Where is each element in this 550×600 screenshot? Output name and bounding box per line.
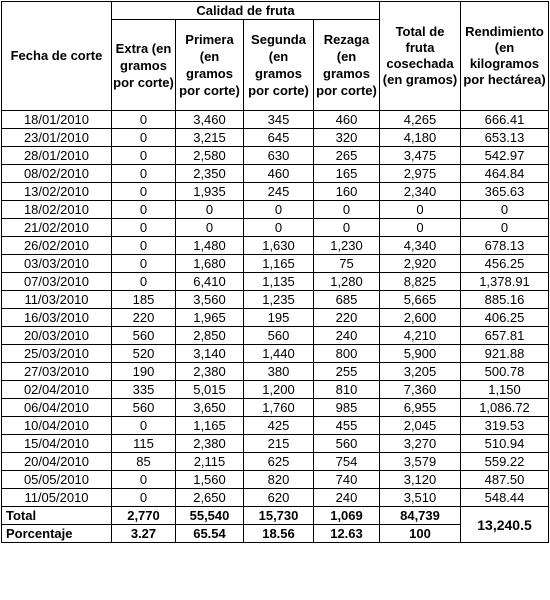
cell-extra: 0: [112, 255, 176, 273]
cell-date: 05/05/2010: [2, 471, 112, 489]
cell-extra: 0: [112, 165, 176, 183]
cell-primera: 6,410: [176, 273, 244, 291]
porcentaje-rezaga: 12.63: [314, 525, 380, 543]
cell-rendimiento: 0: [461, 219, 549, 237]
cell-rezaga: 740: [314, 471, 380, 489]
cell-segunda: 0: [244, 201, 314, 219]
cell-rezaga: 754: [314, 453, 380, 471]
cell-total: 4,340: [380, 237, 461, 255]
cell-segunda: 630: [244, 147, 314, 165]
cell-extra: 0: [112, 273, 176, 291]
table-row: [2, 453, 549, 471]
cell-total: 8,825: [380, 273, 461, 291]
cell-total: 3,579: [380, 453, 461, 471]
cell-primera: 3,560: [176, 291, 244, 309]
cell-extra: 335: [112, 381, 176, 399]
cell-date: 07/03/2010: [2, 273, 112, 291]
cell-date: 03/03/2010: [2, 255, 112, 273]
cell-rendimiento: 678.13: [461, 237, 549, 255]
cell-segunda: 645: [244, 129, 314, 147]
cell-date: 18/02/2010: [2, 201, 112, 219]
cell-segunda: 1,135: [244, 273, 314, 291]
cell-extra: 560: [112, 327, 176, 345]
table-row: [2, 435, 549, 453]
cell-extra: 185: [112, 291, 176, 309]
cell-rezaga: 255: [314, 363, 380, 381]
total-label: Total: [2, 507, 112, 525]
cell-rezaga: 985: [314, 399, 380, 417]
cell-primera: 2,380: [176, 435, 244, 453]
cell-primera: 2,650: [176, 489, 244, 507]
table-row: [2, 237, 549, 255]
cell-date: 11/05/2010: [2, 489, 112, 507]
cell-rezaga: 160: [314, 183, 380, 201]
cell-date: 18/01/2010: [2, 111, 112, 129]
cell-rezaga: 265: [314, 147, 380, 165]
cell-primera: 1,680: [176, 255, 244, 273]
cell-date: 20/03/2010: [2, 327, 112, 345]
cell-primera: 0: [176, 219, 244, 237]
table-row: [2, 129, 549, 147]
cell-date: 08/02/2010: [2, 165, 112, 183]
cell-segunda: 1,165: [244, 255, 314, 273]
cell-rendimiento: 406.25: [461, 309, 549, 327]
cell-date: 28/01/2010: [2, 147, 112, 165]
cell-rezaga: 320: [314, 129, 380, 147]
cell-segunda: 1,440: [244, 345, 314, 363]
header-segunda: Segunda (en gramos por corte): [244, 20, 314, 111]
cell-date: 20/04/2010: [2, 453, 112, 471]
table-row: [2, 273, 549, 291]
cell-rezaga: 240: [314, 489, 380, 507]
cell-total: 4,265: [380, 111, 461, 129]
header-fecha: Fecha de corte: [2, 2, 112, 111]
cell-extra: 115: [112, 435, 176, 453]
total-extra: 2,770: [112, 507, 176, 525]
cell-total: 0: [380, 201, 461, 219]
cell-segunda: 460: [244, 165, 314, 183]
cell-rendimiento: 464.84: [461, 165, 549, 183]
cell-extra: 0: [112, 201, 176, 219]
cell-segunda: 1,760: [244, 399, 314, 417]
cell-rezaga: 220: [314, 309, 380, 327]
cell-rendimiento: 510.94: [461, 435, 549, 453]
header-calidad: Calidad de fruta: [112, 2, 380, 20]
cell-primera: 3,215: [176, 129, 244, 147]
cell-date: 21/02/2010: [2, 219, 112, 237]
header-extra: Extra (en gramos por corte): [112, 20, 176, 111]
table-row: [2, 489, 549, 507]
cell-primera: 1,965: [176, 309, 244, 327]
cell-rendimiento: 500.78: [461, 363, 549, 381]
cell-primera: 2,850: [176, 327, 244, 345]
cell-segunda: 195: [244, 309, 314, 327]
cell-primera: 3,460: [176, 111, 244, 129]
cell-segunda: 625: [244, 453, 314, 471]
cell-extra: 0: [112, 219, 176, 237]
table-row: [2, 381, 549, 399]
cell-total: 0: [380, 219, 461, 237]
cell-rendimiento: 1,378.91: [461, 273, 549, 291]
cell-rendimiento: 657.81: [461, 327, 549, 345]
cell-extra: 0: [112, 147, 176, 165]
cell-extra: 190: [112, 363, 176, 381]
cell-total: 4,210: [380, 327, 461, 345]
cell-date: 11/03/2010: [2, 291, 112, 309]
porcentaje-label: Porcentaje: [2, 525, 112, 543]
cell-rendimiento: 0: [461, 201, 549, 219]
cell-segunda: 345: [244, 111, 314, 129]
table-row: [2, 255, 549, 273]
cell-primera: 2,115: [176, 453, 244, 471]
cell-date: 15/04/2010: [2, 435, 112, 453]
cell-date: 16/03/2010: [2, 309, 112, 327]
cell-primera: 3,140: [176, 345, 244, 363]
cell-total: 2,920: [380, 255, 461, 273]
cell-rendimiento: 653.13: [461, 129, 549, 147]
cell-rezaga: 1,230: [314, 237, 380, 255]
cell-rezaga: 165: [314, 165, 380, 183]
table-row: [2, 147, 549, 165]
table-row: [2, 399, 549, 417]
cell-rendimiento: 666.41: [461, 111, 549, 129]
cell-total: 2,975: [380, 165, 461, 183]
cell-total: 5,665: [380, 291, 461, 309]
cell-primera: 3,650: [176, 399, 244, 417]
cell-segunda: 245: [244, 183, 314, 201]
cell-primera: 0: [176, 201, 244, 219]
cell-extra: 0: [112, 183, 176, 201]
table-row: [2, 327, 549, 345]
cell-primera: 2,350: [176, 165, 244, 183]
cell-rendimiento: 1,150: [461, 381, 549, 399]
cell-total: 3,475: [380, 147, 461, 165]
cell-total: 6,955: [380, 399, 461, 417]
cell-segunda: 620: [244, 489, 314, 507]
cell-segunda: 560: [244, 327, 314, 345]
cell-rezaga: 455: [314, 417, 380, 435]
cell-segunda: 1,630: [244, 237, 314, 255]
total-row: [2, 507, 549, 525]
cell-primera: 1,165: [176, 417, 244, 435]
total-rezaga: 1,069: [314, 507, 380, 525]
cell-primera: 1,935: [176, 183, 244, 201]
cell-extra: 0: [112, 471, 176, 489]
cell-rezaga: 685: [314, 291, 380, 309]
table-row: [2, 471, 549, 489]
cell-total: 3,205: [380, 363, 461, 381]
cell-total: 4,180: [380, 129, 461, 147]
porcentaje-total: 100: [380, 525, 461, 543]
cell-total: 2,045: [380, 417, 461, 435]
cell-segunda: 215: [244, 435, 314, 453]
cell-extra: 0: [112, 489, 176, 507]
header-primera: Primera (en gramos por corte): [176, 20, 244, 111]
cell-rezaga: 75: [314, 255, 380, 273]
table-row: [2, 111, 549, 129]
header-total: Total de fruta cosechada (en gramos): [380, 2, 461, 111]
cell-rezaga: 460: [314, 111, 380, 129]
cell-segunda: 1,235: [244, 291, 314, 309]
cell-total: 2,600: [380, 309, 461, 327]
cell-extra: 0: [112, 111, 176, 129]
cell-rendimiento: 365.63: [461, 183, 549, 201]
cell-rezaga: 560: [314, 435, 380, 453]
cell-extra: 520: [112, 345, 176, 363]
cell-rendimiento: 319.53: [461, 417, 549, 435]
cell-rezaga: 810: [314, 381, 380, 399]
cell-total: 3,120: [380, 471, 461, 489]
cell-total: 2,340: [380, 183, 461, 201]
total-total: 84,739: [380, 507, 461, 525]
total-primera: 55,540: [176, 507, 244, 525]
cell-extra: 0: [112, 417, 176, 435]
cell-rendimiento: 456.25: [461, 255, 549, 273]
cell-primera: 1,480: [176, 237, 244, 255]
cell-primera: 5,015: [176, 381, 244, 399]
cell-rendimiento: 542.97: [461, 147, 549, 165]
cell-rendimiento: 559.22: [461, 453, 549, 471]
porcentaje-segunda: 18.56: [244, 525, 314, 543]
table-body: [2, 111, 549, 507]
table-row: [2, 183, 549, 201]
cell-date: 23/01/2010: [2, 129, 112, 147]
header-rezaga: Rezaga (en gramos por corte): [314, 20, 380, 111]
cell-rendimiento: 1,086.72: [461, 399, 549, 417]
header-rendimiento: Rendimiento (en kilogramos por hectárea): [461, 2, 549, 111]
total-segunda: 15,730: [244, 507, 314, 525]
table-row: [2, 345, 549, 363]
cell-date: 13/02/2010: [2, 183, 112, 201]
cell-segunda: 820: [244, 471, 314, 489]
cell-extra: 85: [112, 453, 176, 471]
table-row: [2, 291, 549, 309]
cell-segunda: 1,200: [244, 381, 314, 399]
cell-rezaga: 0: [314, 201, 380, 219]
harvest-table: [1, 1, 549, 543]
cell-rezaga: 800: [314, 345, 380, 363]
cell-segunda: 0: [244, 219, 314, 237]
cell-total: 5,900: [380, 345, 461, 363]
cell-segunda: 425: [244, 417, 314, 435]
porcentaje-extra: 3.27: [112, 525, 176, 543]
table-row: [2, 165, 549, 183]
cell-rezaga: 240: [314, 327, 380, 345]
table-row: [2, 417, 549, 435]
cell-total: 7,360: [380, 381, 461, 399]
cell-date: 02/04/2010: [2, 381, 112, 399]
cell-primera: 2,380: [176, 363, 244, 381]
cell-date: 26/02/2010: [2, 237, 112, 255]
cell-rezaga: 0: [314, 219, 380, 237]
cell-rezaga: 1,280: [314, 273, 380, 291]
cell-primera: 1,560: [176, 471, 244, 489]
cell-segunda: 380: [244, 363, 314, 381]
cell-rendimiento: 885.16: [461, 291, 549, 309]
cell-extra: 0: [112, 237, 176, 255]
cell-rendimiento: 548.44: [461, 489, 549, 507]
porcentaje-primera: 65.54: [176, 525, 244, 543]
cell-rendimiento: 921.88: [461, 345, 549, 363]
table-row: [2, 309, 549, 327]
table-row: [2, 201, 549, 219]
cell-primera: 2,580: [176, 147, 244, 165]
cell-rendimiento: 487.50: [461, 471, 549, 489]
cell-extra: 560: [112, 399, 176, 417]
cell-date: 27/03/2010: [2, 363, 112, 381]
cell-extra: 220: [112, 309, 176, 327]
table-row: [2, 363, 549, 381]
cell-total: 3,510: [380, 489, 461, 507]
cell-date: 06/04/2010: [2, 399, 112, 417]
cell-date: 25/03/2010: [2, 345, 112, 363]
total-rendimiento: 13,240.5: [461, 507, 549, 543]
table-row: [2, 219, 549, 237]
cell-extra: 0: [112, 129, 176, 147]
cell-total: 3,270: [380, 435, 461, 453]
cell-date: 10/04/2010: [2, 417, 112, 435]
